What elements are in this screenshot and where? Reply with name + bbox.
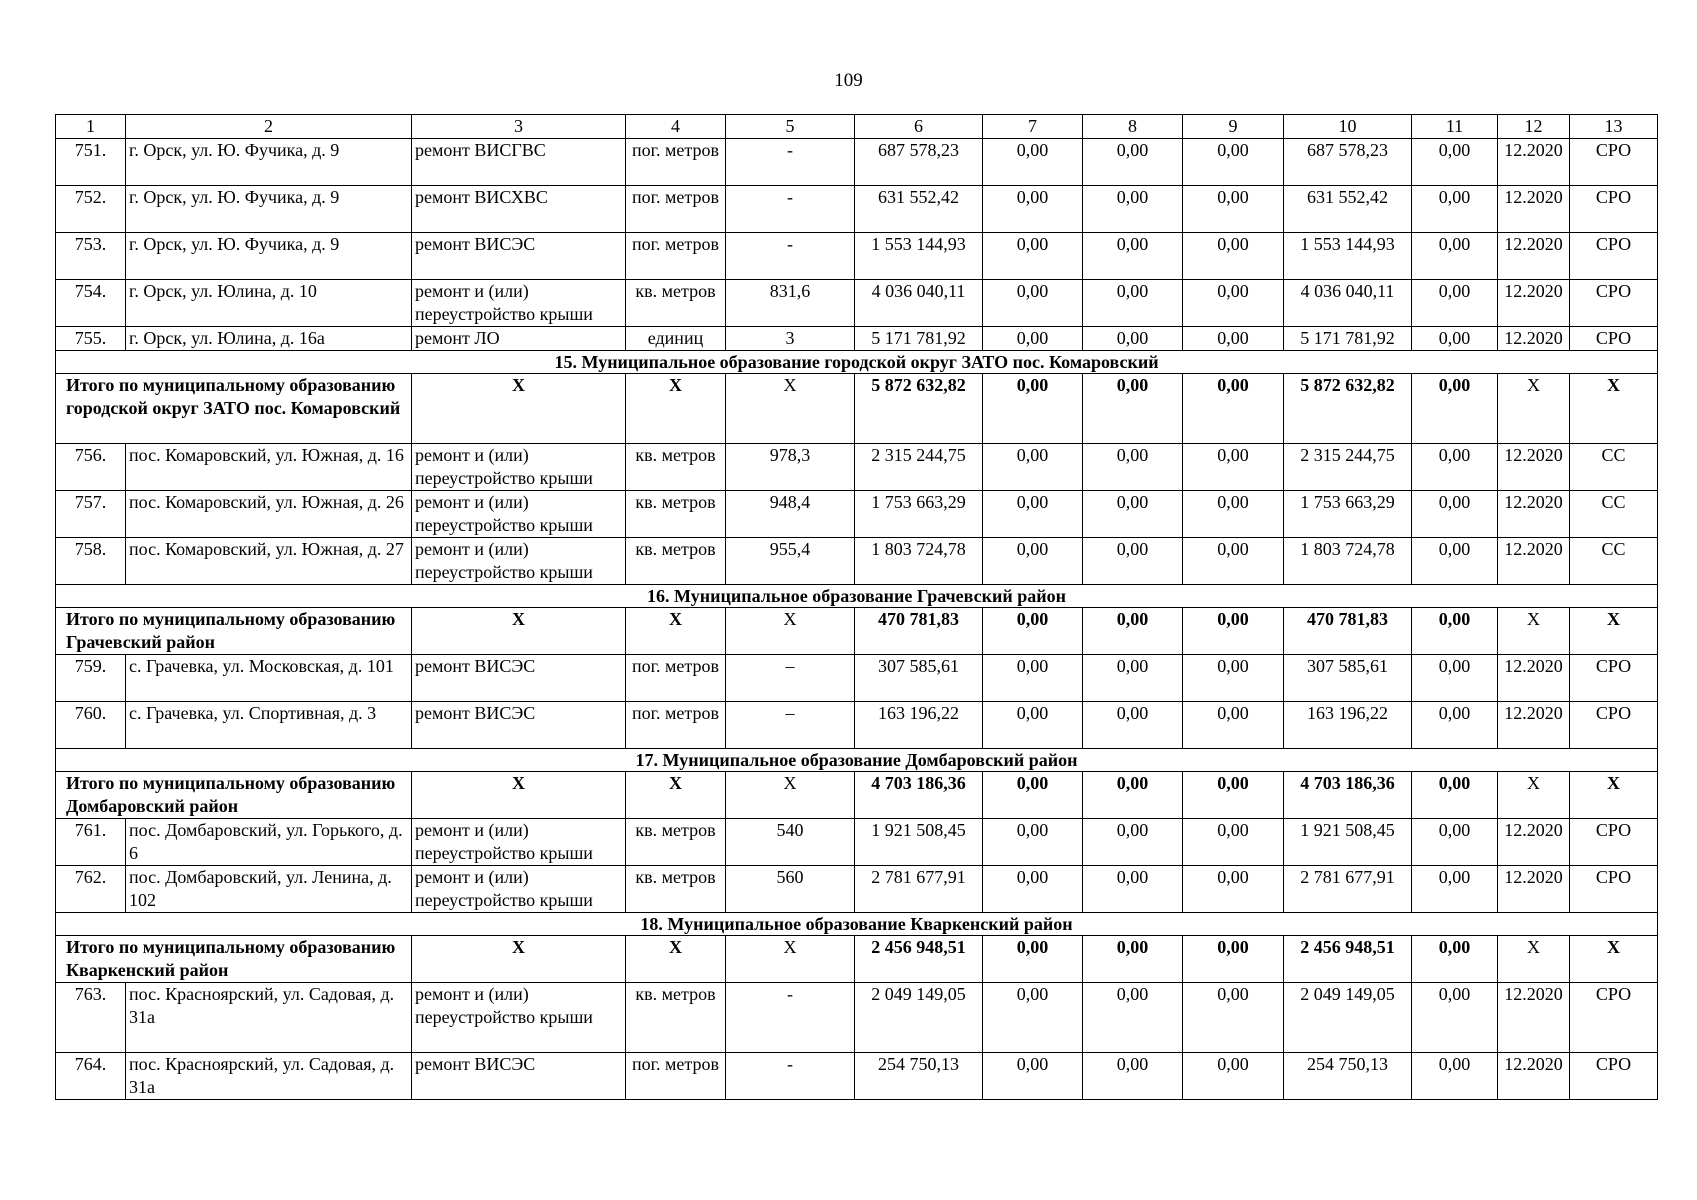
volume: 831,6 [726,280,855,327]
column-number: 3 [412,115,626,139]
column-number: 6 [855,115,983,139]
fund-cost: 0,00 [983,233,1083,280]
work-type: ремонт ВИСЭС [412,1053,626,1100]
owners-cost: 307 585,61 [1284,655,1412,702]
unit: единиц [626,327,726,351]
other-cost: 0,00 [1412,936,1498,983]
budget-cost: 0,00 [1083,444,1183,491]
address: пос. Домбаровский, ул. Горького, д. 6 [126,819,412,866]
volume: - [726,186,855,233]
row-number: 762. [56,866,126,913]
fund-cost: 0,00 [983,327,1083,351]
budget-cost: 0,00 [1083,1053,1183,1100]
method: СРО [1570,866,1658,913]
owners-cost: 163 196,22 [1284,702,1412,749]
unit: кв. метров [626,819,726,866]
deadline: 12.2020 [1498,819,1570,866]
other-cost: 0,00 [1412,1053,1498,1100]
total-cost: 1 753 663,29 [855,491,983,538]
method: СРО [1570,983,1658,1053]
row-number: 763. [56,983,126,1053]
deadline: 12.2020 [1498,444,1570,491]
budget-cost: 0,00 [1083,374,1183,444]
method: СРО [1570,702,1658,749]
owners-cost: 5 171 781,92 [1284,327,1412,351]
work-type: ремонт ВИСХВС [412,186,626,233]
table-row [56,233,1658,280]
fund-cost: 0,00 [983,936,1083,983]
budget-cost: 0,00 [1083,538,1183,585]
other-cost: 0,00 [1412,139,1498,186]
row-number: 764. [56,1053,126,1100]
total-x: X [726,608,855,655]
total-x: X [626,772,726,819]
column-number: 4 [626,115,726,139]
deadline: 12.2020 [1498,983,1570,1053]
row-number: 756. [56,444,126,491]
local-budget-cost: 0,00 [1183,983,1284,1053]
local-budget-cost: 0,00 [1183,186,1284,233]
owners-cost: 2 049 149,05 [1284,983,1412,1053]
budget-cost: 0,00 [1083,702,1183,749]
owners-cost: 470 781,83 [1284,608,1412,655]
budget-cost: 0,00 [1083,819,1183,866]
volume: - [726,233,855,280]
method: СРО [1570,139,1658,186]
fund-cost: 0,00 [983,702,1083,749]
local-budget-cost: 0,00 [1183,139,1284,186]
total-x: X [726,772,855,819]
column-number: 7 [983,115,1083,139]
owners-cost: 1 803 724,78 [1284,538,1412,585]
address: г. Орск, ул. Юлина, д. 16а [126,327,412,351]
row-number: 751. [56,139,126,186]
total-cost: 687 578,23 [855,139,983,186]
table-row [56,702,1658,749]
owners-cost: 5 872 632,82 [1284,374,1412,444]
volume: 948,4 [726,491,855,538]
volume: 955,4 [726,538,855,585]
volume: 3 [726,327,855,351]
table-row [56,866,1658,913]
work-type: ремонт и (или) переустройство крыши [412,491,626,538]
fund-cost: 0,00 [983,139,1083,186]
total-cost: 1 553 144,93 [855,233,983,280]
unit: пог. метров [626,186,726,233]
budget-cost: 0,00 [1083,280,1183,327]
fund-cost: 0,00 [983,491,1083,538]
fund-cost: 0,00 [983,866,1083,913]
local-budget-cost: 0,00 [1183,655,1284,702]
total-cost: 163 196,22 [855,702,983,749]
address: г. Орск, ул. Ю. Фучика, д. 9 [126,233,412,280]
volume: 560 [726,866,855,913]
address: г. Орск, ул. Ю. Фучика, д. 9 [126,186,412,233]
table-row [56,655,1658,702]
total-x: X [1498,772,1570,819]
page-number: 109 [834,70,863,91]
budget-cost: 0,00 [1083,327,1183,351]
column-number: 10 [1284,115,1412,139]
section-header-row [56,749,1658,772]
total-cost: 2 315 244,75 [855,444,983,491]
work-type: ремонт ВИСЭС [412,655,626,702]
budget-cost: 0,00 [1083,186,1183,233]
unit: пог. метров [626,233,726,280]
unit: кв. метров [626,491,726,538]
row-number: 761. [56,819,126,866]
method: СС [1570,444,1658,491]
total-label: Итого по муниципальному образованию городской округ ЗАТО пос. Комаровский [56,374,412,444]
section-title: 18. Муниципальное образование Кваркенский район [56,913,1658,936]
address: пос. Красноярский, ул. Садовая, д. 31а [126,983,412,1053]
row-number: 758. [56,538,126,585]
local-budget-cost: 0,00 [1183,772,1284,819]
owners-cost: 631 552,42 [1284,186,1412,233]
local-budget-cost: 0,00 [1183,936,1284,983]
volume: 978,3 [726,444,855,491]
column-number: 12 [1498,115,1570,139]
total-x: X [1570,936,1658,983]
fund-cost: 0,00 [983,772,1083,819]
fund-cost: 0,00 [983,983,1083,1053]
owners-cost: 254 750,13 [1284,1053,1412,1100]
total-label: Итого по муниципальному образованию Домбаровский район [56,772,412,819]
method: СС [1570,538,1658,585]
owners-cost: 687 578,23 [1284,139,1412,186]
fund-cost: 0,00 [983,186,1083,233]
address: пос. Домбаровский, ул. Ленина, д. 102 [126,866,412,913]
other-cost: 0,00 [1412,702,1498,749]
fund-cost: 0,00 [983,374,1083,444]
total-cost: 307 585,61 [855,655,983,702]
table-body [56,115,1658,1100]
unit: кв. метров [626,444,726,491]
other-cost: 0,00 [1412,538,1498,585]
unit: кв. метров [626,983,726,1053]
method: СРО [1570,1053,1658,1100]
method: СРО [1570,327,1658,351]
table-row [56,983,1658,1053]
owners-cost: 1 753 663,29 [1284,491,1412,538]
address: пос. Красноярский, ул. Садовая, д. 31а [126,1053,412,1100]
method: СРО [1570,819,1658,866]
deadline: 12.2020 [1498,280,1570,327]
other-cost: 0,00 [1412,608,1498,655]
owners-cost: 1 553 144,93 [1284,233,1412,280]
total-label: Итого по муниципальному образованию Грачевский район [56,608,412,655]
total-row [56,608,1658,655]
section-header-row [56,351,1658,374]
local-budget-cost: 0,00 [1183,608,1284,655]
unit: пог. метров [626,139,726,186]
address: г. Орск, ул. Юлина, д. 10 [126,280,412,327]
total-x: X [1498,936,1570,983]
work-type: ремонт и (или) переустройство крыши [412,866,626,913]
total-label: Итого по муниципальному образованию Кваркенский район [56,936,412,983]
section-title: 16. Муниципальное образование Грачевский район [56,585,1658,608]
column-number: 9 [1183,115,1284,139]
total-x: X [1570,772,1658,819]
total-x: X [726,374,855,444]
budget-cost: 0,00 [1083,772,1183,819]
table-row [56,538,1658,585]
budget-cost: 0,00 [1083,866,1183,913]
other-cost: 0,00 [1412,233,1498,280]
total-x: X [412,772,626,819]
volume: – [726,655,855,702]
budget-cost: 0,00 [1083,608,1183,655]
total-x: X [626,608,726,655]
other-cost: 0,00 [1412,866,1498,913]
total-cost: 5 872 632,82 [855,374,983,444]
total-cost: 2 049 149,05 [855,983,983,1053]
section-header-row [56,585,1658,608]
deadline: 12.2020 [1498,1053,1570,1100]
volume: - [726,1053,855,1100]
work-type: ремонт ВИСГВС [412,139,626,186]
fund-cost: 0,00 [983,280,1083,327]
section-title: 17. Муниципальное образование Домбаровский район [56,749,1658,772]
table-row [56,491,1658,538]
row-number: 757. [56,491,126,538]
table-row [56,186,1658,233]
budget-cost: 0,00 [1083,983,1183,1053]
other-cost: 0,00 [1412,772,1498,819]
local-budget-cost: 0,00 [1183,1053,1284,1100]
table-row [56,444,1658,491]
section-header-row [56,913,1658,936]
method: СРО [1570,233,1658,280]
local-budget-cost: 0,00 [1183,374,1284,444]
unit: кв. метров [626,538,726,585]
deadline: 12.2020 [1498,866,1570,913]
other-cost: 0,00 [1412,374,1498,444]
local-budget-cost: 0,00 [1183,327,1284,351]
deadline: 12.2020 [1498,655,1570,702]
total-x: X [1570,374,1658,444]
total-cost: 1 803 724,78 [855,538,983,585]
fund-cost: 0,00 [983,819,1083,866]
section-title: 15. Муниципальное образование городской округ ЗАТО пос. Комаровский [56,351,1658,374]
total-x: X [726,936,855,983]
fund-cost: 0,00 [983,1053,1083,1100]
total-x: X [1570,608,1658,655]
row-number: 755. [56,327,126,351]
other-cost: 0,00 [1412,186,1498,233]
volume: – [726,702,855,749]
owners-cost: 2 315 244,75 [1284,444,1412,491]
other-cost: 0,00 [1412,491,1498,538]
total-x: X [412,608,626,655]
table-row [56,1053,1658,1100]
row-number: 753. [56,233,126,280]
address: пос. Комаровский, ул. Южная, д. 27 [126,538,412,585]
work-type: ремонт и (или) переустройство крыши [412,538,626,585]
owners-cost: 2 456 948,51 [1284,936,1412,983]
column-number: 1 [56,115,126,139]
total-x: X [412,374,626,444]
row-number: 760. [56,702,126,749]
volume: 540 [726,819,855,866]
work-type: ремонт ВИСЭС [412,233,626,280]
total-cost: 2 781 677,91 [855,866,983,913]
table-row [56,327,1658,351]
method: СРО [1570,280,1658,327]
work-type: ремонт и (или) переустройство крыши [412,983,626,1053]
table-row [56,280,1658,327]
total-x: X [412,936,626,983]
row-number: 754. [56,280,126,327]
total-cost: 254 750,13 [855,1053,983,1100]
row-number: 759. [56,655,126,702]
owners-cost: 4 703 186,36 [1284,772,1412,819]
other-cost: 0,00 [1412,983,1498,1053]
column-number: 13 [1570,115,1658,139]
deadline: 12.2020 [1498,327,1570,351]
unit: пог. метров [626,1053,726,1100]
local-budget-cost: 0,00 [1183,538,1284,585]
local-budget-cost: 0,00 [1183,819,1284,866]
address: г. Орск, ул. Ю. Фучика, д. 9 [126,139,412,186]
volume: - [726,983,855,1053]
total-x: X [1498,608,1570,655]
unit: кв. метров [626,280,726,327]
work-type: ремонт и (или) переустройство крыши [412,280,626,327]
work-type: ремонт и (или) переустройство крыши [412,819,626,866]
row-number: 752. [56,186,126,233]
column-number: 11 [1412,115,1498,139]
unit: пог. метров [626,655,726,702]
fund-cost: 0,00 [983,538,1083,585]
fund-cost: 0,00 [983,608,1083,655]
column-number: 2 [126,115,412,139]
address: с. Грачевка, ул. Московская, д. 101 [126,655,412,702]
method: СС [1570,491,1658,538]
deadline: 12.2020 [1498,233,1570,280]
total-row [56,772,1658,819]
volume: - [726,139,855,186]
address: с. Грачевка, ул. Спортивная, д. 3 [126,702,412,749]
unit: кв. метров [626,866,726,913]
total-cost: 2 456 948,51 [855,936,983,983]
other-cost: 0,00 [1412,444,1498,491]
other-cost: 0,00 [1412,819,1498,866]
fund-cost: 0,00 [983,655,1083,702]
total-cost: 1 921 508,45 [855,819,983,866]
local-budget-cost: 0,00 [1183,233,1284,280]
total-row [56,374,1658,444]
column-number-row [56,115,1658,139]
budget-cost: 0,00 [1083,936,1183,983]
local-budget-cost: 0,00 [1183,444,1284,491]
total-x: X [1498,374,1570,444]
total-x: X [626,936,726,983]
other-cost: 0,00 [1412,655,1498,702]
budget-cost: 0,00 [1083,139,1183,186]
fund-cost: 0,00 [983,444,1083,491]
budget-cost: 0,00 [1083,233,1183,280]
total-cost: 631 552,42 [855,186,983,233]
method: СРО [1570,186,1658,233]
budget-cost: 0,00 [1083,491,1183,538]
deadline: 12.2020 [1498,702,1570,749]
deadline: 12.2020 [1498,186,1570,233]
work-type: ремонт ВИСЭС [412,702,626,749]
local-budget-cost: 0,00 [1183,280,1284,327]
other-cost: 0,00 [1412,327,1498,351]
other-cost: 0,00 [1412,280,1498,327]
table-row [56,139,1658,186]
address: пос. Комаровский, ул. Южная, д. 26 [126,491,412,538]
owners-cost: 4 036 040,11 [1284,280,1412,327]
owners-cost: 2 781 677,91 [1284,866,1412,913]
method: СРО [1570,655,1658,702]
work-type: ремонт ЛО [412,327,626,351]
column-number: 5 [726,115,855,139]
deadline: 12.2020 [1498,491,1570,538]
table-row [56,819,1658,866]
total-cost: 5 171 781,92 [855,327,983,351]
capital-repair-table [55,114,1658,1100]
column-number: 8 [1083,115,1183,139]
local-budget-cost: 0,00 [1183,866,1284,913]
deadline: 12.2020 [1498,538,1570,585]
local-budget-cost: 0,00 [1183,491,1284,538]
local-budget-cost: 0,00 [1183,702,1284,749]
unit: пог. метров [626,702,726,749]
work-type: ремонт и (или) переустройство крыши [412,444,626,491]
total-x: X [626,374,726,444]
total-cost: 4 703 186,36 [855,772,983,819]
address: пос. Комаровский, ул. Южная, д. 16 [126,444,412,491]
total-cost: 4 036 040,11 [855,280,983,327]
total-cost: 470 781,83 [855,608,983,655]
total-row [56,936,1658,983]
budget-cost: 0,00 [1083,655,1183,702]
owners-cost: 1 921 508,45 [1284,819,1412,866]
deadline: 12.2020 [1498,139,1570,186]
